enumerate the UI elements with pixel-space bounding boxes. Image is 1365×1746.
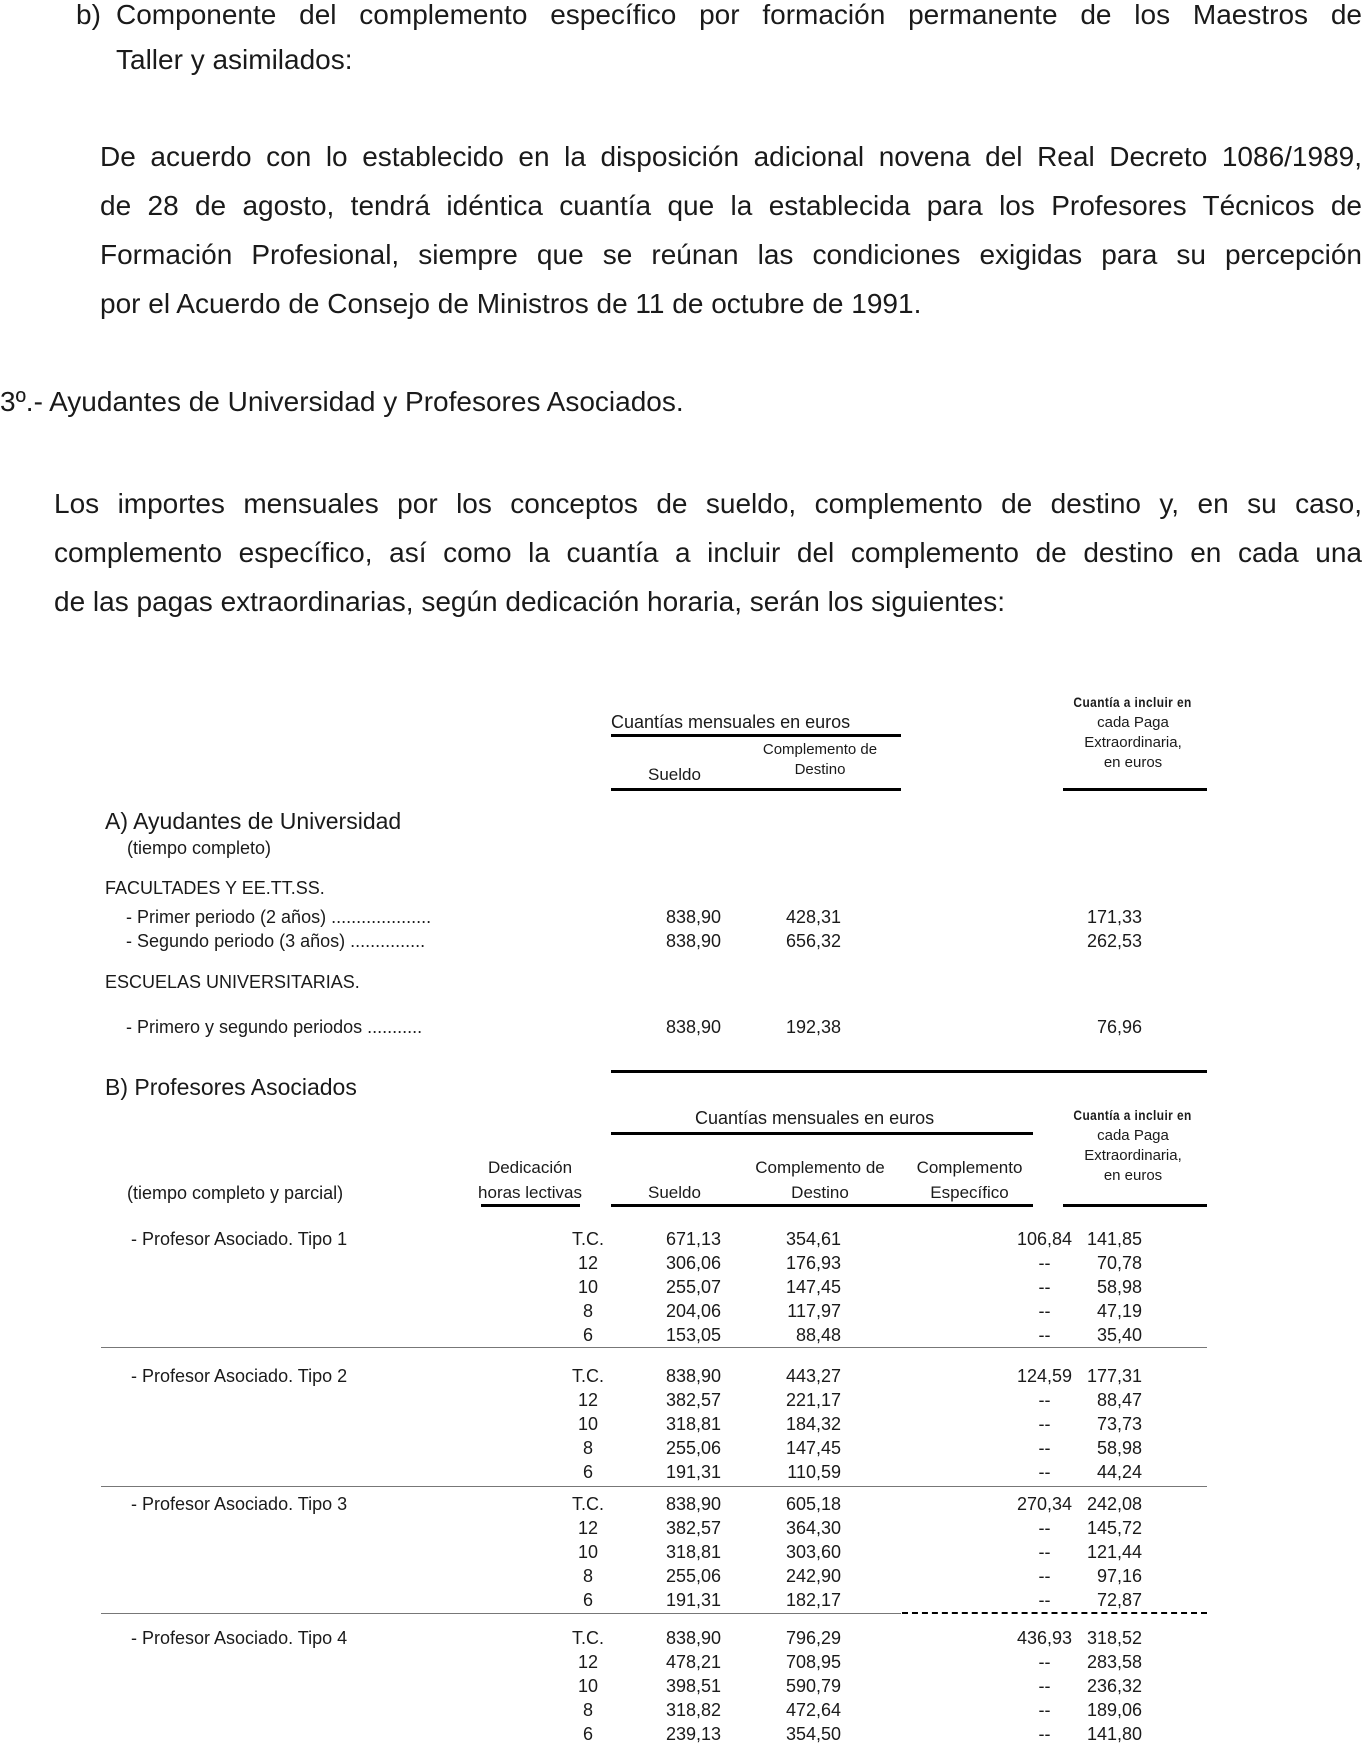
extra-pay-cell: 262,53 (1086, 931, 1142, 951)
extra-pay-cell: 189,06 (1086, 1700, 1142, 1720)
sueldo-cell: 838,90 (665, 931, 721, 951)
group-separator (101, 1486, 1207, 1487)
table-row (126, 1626, 1226, 1650)
table-row (126, 1323, 1226, 1347)
especifico-cell: -- (1038, 1724, 1051, 1744)
table-row (126, 1492, 1226, 1516)
table-row (126, 1674, 1226, 1698)
extra-pay-cell: 58,98 (1096, 1438, 1142, 1458)
sueldo-cell: 306,06 (665, 1253, 721, 1273)
header-rule (1063, 788, 1207, 791)
sueldo-cell: 191,31 (665, 1462, 721, 1482)
sueldo-cell: 255,06 (665, 1566, 721, 1586)
dedicacion-cell: 12 (577, 1253, 599, 1273)
dedicacion-cell: 12 (577, 1652, 599, 1672)
sueldo-cell: 838,90 (665, 1628, 721, 1648)
destino-header: Complemento de Destino (755, 1158, 885, 1202)
destino-cell: 428,31 (785, 907, 841, 927)
destino-cell: 117,97 (787, 1301, 841, 1321)
extra-pay-cell: 236,32 (1086, 1676, 1142, 1696)
destino-cell: 242,90 (785, 1566, 841, 1586)
destino-cell: 708,95 (785, 1652, 841, 1672)
header-rule (611, 788, 901, 791)
table-row (126, 905, 1226, 929)
sueldo-cell: 255,07 (665, 1277, 721, 1297)
extra-pay-cell: 171,33 (1086, 907, 1142, 927)
extra-pay-cell: 242,08 (1086, 1494, 1142, 1514)
destino-cell: 796,29 (785, 1628, 841, 1648)
sueldo-cell: 838,90 (665, 907, 721, 927)
monthly-amounts-header: Cuantías mensuales en euros (695, 1108, 935, 1128)
paragraph-line: complemento específico, así como la cuantía a incluir del complemento de destino en cada una (54, 537, 1362, 568)
destino-cell: 590,79 (785, 1676, 841, 1696)
dedicacion-cell: 8 (582, 1301, 593, 1321)
especifico-cell: -- (1038, 1325, 1051, 1345)
dedicacion-cell: 6 (582, 1462, 593, 1482)
destino-cell: 147,45 (785, 1277, 841, 1297)
table-row (126, 1388, 1226, 1412)
paragraph-line: de las pagas extraordinarias, según dedicación horaria, serán los siguientes: (54, 586, 1006, 617)
especifico-cell: 270,34 (1016, 1494, 1073, 1514)
sueldo-cell: 204,06 (665, 1301, 721, 1321)
extra-pay-cell: 121,44 (1086, 1542, 1142, 1562)
especifico-cell: 124,59 (1016, 1366, 1073, 1386)
section-b-heading: Componente del complemento específico por formación permanente de los Maestros de (116, 0, 1362, 30)
destino-cell: 303,60 (785, 1542, 841, 1562)
extra-pay-cell: 35,40 (1096, 1325, 1142, 1345)
destino-cell: 354,50 (785, 1724, 841, 1744)
group-label: - Profesor Asociado. Tipo 1 (131, 1229, 348, 1249)
destino-cell: 221,17 (785, 1390, 841, 1410)
table-row (126, 1251, 1226, 1275)
sueldo-cell: 382,57 (665, 1518, 721, 1538)
section-b-heading-cont: Taller y asimilados: (116, 44, 353, 75)
section-3-heading: 3º.- Ayudantes de Universidad y Profesores Asociados. (0, 386, 684, 417)
paragraph-line: De acuerdo con lo establecido en la disposición adicional novena del Real Decreto 1086/1989, (100, 141, 1362, 172)
dedicacion-cell: T.C. (571, 1366, 604, 1386)
table-b-subtitle: (tiempo completo y parcial) (127, 1183, 344, 1203)
extra-pay-cell: 318,52 (1086, 1628, 1142, 1648)
sueldo-cell: 318,82 (665, 1700, 721, 1720)
header-rule (481, 1204, 580, 1207)
table-row (126, 1299, 1226, 1323)
destino-cell: 176,93 (785, 1253, 841, 1273)
header-rule (1063, 1204, 1207, 1207)
destino-cell: 110,59 (787, 1462, 841, 1482)
extra-pay-cell: 70,78 (1096, 1253, 1142, 1273)
table-row (126, 1015, 1226, 1039)
dedicacion-cell: 8 (582, 1700, 593, 1720)
extra-pay-header: Cuantía a incluir en cada Paga Extraordinaria, en euros (1073, 694, 1193, 771)
extra-pay-cell: 97,16 (1096, 1566, 1142, 1586)
sueldo-cell: 398,51 (665, 1676, 721, 1696)
dedicacion-header: Dedicación horas lectivas (478, 1158, 582, 1202)
table-row (126, 1540, 1226, 1564)
dedicacion-cell: 6 (582, 1724, 593, 1744)
dashed-separator (902, 1612, 1207, 1614)
dedicacion-cell: T.C. (571, 1229, 604, 1249)
destino-cell: 192,38 (785, 1017, 841, 1037)
destino-cell: 184,32 (785, 1414, 841, 1434)
table-row (126, 1364, 1226, 1388)
especifico-cell: -- (1038, 1414, 1051, 1434)
extra-pay-cell: 141,85 (1086, 1229, 1142, 1249)
especifico-cell: -- (1038, 1542, 1051, 1562)
especifico-cell: -- (1038, 1438, 1051, 1458)
header-rule (611, 734, 901, 737)
paragraph-line: por el Acuerdo de Consejo de Ministros de 11 de octubre de 1991. (100, 288, 922, 319)
sueldo-cell: 838,90 (665, 1494, 721, 1514)
dedicacion-cell: 10 (577, 1414, 599, 1434)
row-label: - Segundo periodo (3 años) ............... (126, 931, 426, 951)
extra-pay-cell: 76,96 (1096, 1017, 1142, 1037)
table-row (126, 1227, 1226, 1251)
group-label: - Profesor Asociado. Tipo 3 (131, 1494, 348, 1514)
destino-cell: 147,45 (785, 1438, 841, 1458)
especifico-cell: -- (1038, 1301, 1051, 1321)
extra-pay-cell: 44,24 (1096, 1462, 1142, 1482)
table-a-title: A) Ayudantes de Universidad (105, 808, 402, 834)
table-row (126, 1460, 1226, 1484)
table-row (126, 1722, 1226, 1746)
dedicacion-cell: T.C. (571, 1494, 604, 1514)
table-b-top-rule (611, 1070, 1207, 1073)
especifico-cell: -- (1038, 1700, 1051, 1720)
group-label: - Profesor Asociado. Tipo 4 (131, 1628, 348, 1648)
especifico-cell: -- (1038, 1518, 1051, 1538)
group-label: - Profesor Asociado. Tipo 2 (131, 1366, 348, 1386)
extra-pay-header: Cuantía a incluir en cada Paga Extraordinaria, en euros (1073, 1107, 1193, 1184)
dedicacion-cell: 6 (582, 1590, 593, 1610)
section-b-marker: b) (76, 0, 101, 30)
especifico-cell: 436,93 (1016, 1628, 1073, 1648)
sueldo-cell: 671,13 (665, 1229, 721, 1249)
especifico-cell: -- (1038, 1652, 1051, 1672)
sueldo-cell: 255,06 (665, 1438, 721, 1458)
dedicacion-cell: 10 (577, 1676, 599, 1696)
especifico-cell: -- (1038, 1676, 1051, 1696)
extra-pay-cell: 283,58 (1086, 1652, 1142, 1672)
row-label: - Primero y segundo periodos ........... (126, 1017, 423, 1037)
table-a-group-facultades: FACULTADES Y EE.TT.SS. (105, 878, 325, 898)
sueldo-cell: 382,57 (665, 1390, 721, 1410)
table-row (126, 1564, 1226, 1588)
table-row (126, 1436, 1226, 1460)
paragraph-line: Formación Profesional, siempre que se reúnan las condiciones exigidas para su percepción (100, 239, 1362, 270)
sueldo-header: Sueldo (648, 1183, 701, 1202)
group-separator (101, 1613, 901, 1614)
sueldo-cell: 191,31 (665, 1590, 721, 1610)
table-row (126, 1516, 1226, 1540)
table-row (126, 1650, 1226, 1674)
extra-pay-cell: 72,87 (1096, 1590, 1142, 1610)
destino-cell: 364,30 (785, 1518, 841, 1538)
extra-pay-cell: 141,80 (1086, 1724, 1142, 1744)
table-row (126, 1698, 1226, 1722)
dedicacion-cell: 12 (577, 1518, 599, 1538)
extra-pay-cell: 145,72 (1086, 1518, 1142, 1538)
sueldo-cell: 318,81 (665, 1542, 721, 1562)
sueldo-cell: 153,05 (665, 1325, 721, 1345)
header-rule (611, 1204, 1033, 1207)
extra-pay-cell: 88,47 (1096, 1390, 1142, 1410)
paragraph-line: de 28 de agosto, tendrá idéntica cuantía que la establecida para los Profesores Técnicos de (100, 190, 1362, 221)
sueldo-cell: 318,81 (665, 1414, 721, 1434)
sueldo-cell: 239,13 (665, 1724, 721, 1744)
especifico-cell: -- (1038, 1277, 1051, 1297)
sueldo-header: Sueldo (648, 765, 701, 784)
extra-pay-cell: 177,31 (1086, 1366, 1142, 1386)
dedicacion-cell: 10 (577, 1277, 599, 1297)
table-a-group-escuelas: ESCUELAS UNIVERSITARIAS. (105, 972, 360, 992)
dedicacion-cell: 8 (582, 1438, 593, 1458)
especifico-cell: -- (1038, 1590, 1051, 1610)
table-row (126, 929, 1226, 953)
table-b-title: B) Profesores Asociados (105, 1074, 357, 1100)
destino-cell: 182,17 (785, 1590, 841, 1610)
especifico-cell: -- (1038, 1390, 1051, 1410)
sueldo-cell: 838,90 (665, 1017, 721, 1037)
extra-pay-cell: 58,98 (1096, 1277, 1142, 1297)
destino-cell: 656,32 (785, 931, 841, 951)
dedicacion-cell: 12 (577, 1390, 599, 1410)
destino-cell: 605,18 (785, 1494, 841, 1514)
dedicacion-cell: T.C. (571, 1628, 604, 1648)
sueldo-cell: 838,90 (665, 1366, 721, 1386)
destino-cell: 88,48 (795, 1325, 841, 1345)
especifico-cell: -- (1038, 1253, 1051, 1273)
extra-pay-cell: 73,73 (1096, 1414, 1142, 1434)
especifico-header: Complemento Específico (916, 1158, 1023, 1202)
sueldo-cell: 478,21 (665, 1652, 721, 1672)
row-label: - Primer periodo (2 años) .................... (126, 907, 432, 927)
destino-cell: 472,64 (785, 1700, 841, 1720)
dedicacion-cell: 10 (577, 1542, 599, 1562)
group-separator (101, 1347, 1207, 1348)
table-a-subtitle: (tiempo completo) (127, 838, 272, 858)
table-row (126, 1412, 1226, 1436)
monthly-amounts-header: Cuantías mensuales en euros (611, 712, 851, 732)
especifico-cell: -- (1038, 1462, 1051, 1482)
paragraph-line: Los importes mensuales por los conceptos de sueldo, complemento de destino y, en su caso, (54, 488, 1362, 519)
dedicacion-cell: 6 (582, 1325, 593, 1345)
destino-cell: 443,27 (785, 1366, 841, 1386)
table-row (126, 1588, 1226, 1612)
especifico-cell: -- (1038, 1566, 1051, 1586)
destino-cell: 354,61 (785, 1229, 841, 1249)
extra-pay-cell: 47,19 (1096, 1301, 1142, 1321)
header-rule (611, 1132, 1033, 1135)
table-row (126, 1275, 1226, 1299)
destino-header: Complemento de Destino (762, 741, 878, 778)
especifico-cell: 106,84 (1016, 1229, 1073, 1249)
dedicacion-cell: 8 (582, 1566, 593, 1586)
